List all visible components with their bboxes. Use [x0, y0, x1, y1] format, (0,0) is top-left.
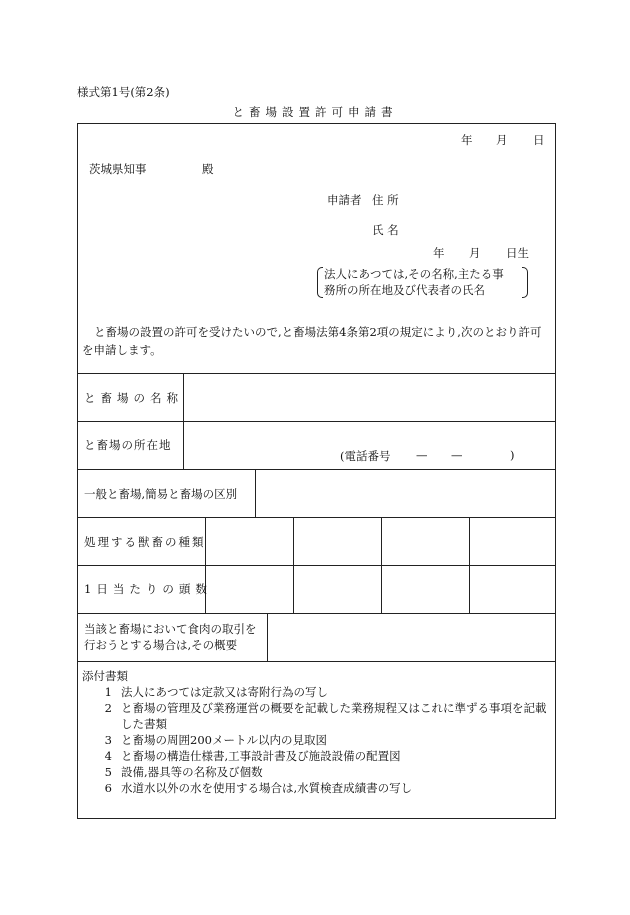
attachments-section [82, 668, 552, 796]
rule [78, 661, 555, 662]
applicant-label: 申請者 [327, 193, 362, 207]
birth-year: 年 [433, 246, 445, 260]
attachment-item: 1 法人にあつては定款又は寄附行為の写し [104, 685, 328, 699]
meat-trade-value[interactable] [268, 614, 556, 660]
application-form [77, 123, 556, 819]
attachment-item: 5 設備,器具等の名称及び個数 [104, 765, 263, 779]
left-bracket [317, 267, 323, 298]
attachment-item: 2 と畜場の管理及び業務運営の概要を記載した業務規程又はこれに準ずる事項を記載した書類 [104, 701, 547, 731]
rule [205, 517, 206, 613]
phone-dash: — [416, 448, 428, 462]
date-year: 年 [461, 133, 473, 147]
rule [78, 517, 555, 518]
attachment-item: 6 水道水以外の水を使用する場合は,水質検査成績書の写し [104, 781, 413, 795]
document-title: と畜場設置許可申請書 [232, 105, 398, 119]
phone-label: (電話番号 [340, 449, 391, 463]
attachment-item: 3 と畜場の周囲200メートル以内の見取図 [104, 733, 327, 747]
facility-class-label: 一般と畜場,簡易と畜場の区別 [84, 487, 238, 501]
address-label: 住 所 [372, 193, 399, 207]
date-day: 日 [533, 133, 545, 147]
form-number: 様式第1号(第2条) [77, 85, 170, 99]
application-statement: と畜場の設置の許可を受けたいので,と畜場法第4条第2項の規定により,次のとおり許可を申請します。 [82, 325, 542, 357]
attachments-heading: 添付書類 [82, 669, 128, 683]
right-bracket [522, 267, 528, 298]
birth-day: 日生 [506, 246, 529, 260]
corporation-note-line1: 法人にあつては,その名称,主たる事 [324, 267, 504, 281]
date-month: 月 [496, 133, 508, 147]
phone-dash: — [451, 448, 463, 462]
rule [78, 565, 555, 566]
rule [381, 517, 382, 613]
meat-trade-label: 当該と畜場において食肉の取引を 行おうとする場合は,その概要 [84, 622, 257, 652]
addressee-governor: 茨城県知事 [89, 162, 147, 176]
phone-close: ) [510, 448, 515, 462]
corporation-note-line2: 務所の所在地及び代表者の氏名 [324, 283, 485, 297]
name-label: 氏 名 [372, 223, 399, 237]
corporation-note [317, 267, 528, 298]
rule [293, 517, 294, 613]
addressee-honorific: 殿 [202, 162, 214, 176]
facility-name-value[interactable] [184, 374, 556, 420]
facility-location-label: と畜場の所在地 [84, 438, 172, 452]
facility-class-value[interactable] [256, 470, 556, 516]
facility-name-label: と畜場の名称 [84, 391, 183, 405]
animal-type-label: 処理する獣畜の種類 [84, 535, 206, 549]
birth-month: 月 [469, 246, 481, 260]
attachment-item: 4 と畜場の構造仕様書,工事設計書及び施設設備の配置図 [104, 749, 401, 763]
head-count-label: 1日当たりの頭数 [84, 582, 212, 596]
rule [469, 517, 470, 613]
